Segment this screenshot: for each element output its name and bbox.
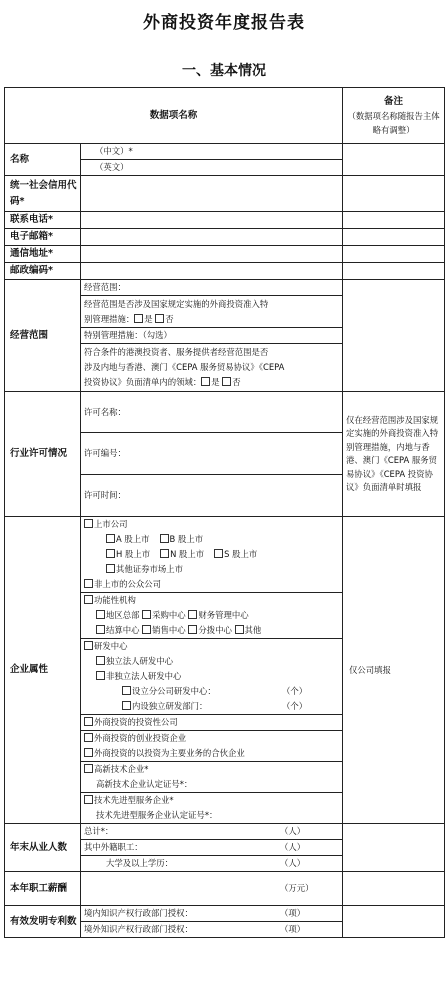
patent-foreign-unit: （项） xyxy=(280,924,306,934)
scope-special-no-checkbox[interactable] xyxy=(155,314,164,323)
attr-investment-block xyxy=(81,715,343,731)
email-field[interactable] xyxy=(81,229,343,246)
patents-label: 有效发明专利数 xyxy=(5,906,81,938)
advanced-service-label: 技术先进型服务企业* xyxy=(94,795,174,805)
n-share-label: N 股上市 xyxy=(170,549,205,559)
unlisted-checkbox[interactable] xyxy=(84,579,93,588)
staff-total-field[interactable] xyxy=(81,824,343,840)
name-note xyxy=(343,144,445,176)
license-row-1 xyxy=(5,392,445,433)
staff-college-field[interactable] xyxy=(81,856,343,872)
name-en-field[interactable]: （英文） xyxy=(81,160,343,176)
phone-note xyxy=(343,212,445,229)
functional-label: 功能性机构 xyxy=(94,595,136,605)
license-time-field[interactable]: 许可时间： xyxy=(81,475,343,517)
sales-checkbox[interactable] xyxy=(142,625,151,634)
postcode-note xyxy=(343,263,445,280)
credit-code-field[interactable] xyxy=(81,176,343,212)
email-note xyxy=(343,229,445,246)
rd-branch-unit: （个） xyxy=(282,686,308,696)
yes-label: 是 xyxy=(211,377,220,387)
item-column-header: 数据项名称 xyxy=(5,88,343,144)
salary-field[interactable] xyxy=(81,872,343,906)
no-label: 否 xyxy=(165,313,174,324)
listed-checkbox[interactable] xyxy=(84,519,93,528)
h-share-checkbox[interactable] xyxy=(106,549,115,558)
advanced-service-cert-field[interactable]: 技术先进型服务企业认定证号*： xyxy=(96,810,218,820)
address-field[interactable] xyxy=(81,246,343,263)
attr-row-listed xyxy=(5,517,445,593)
n-share-checkbox[interactable] xyxy=(160,549,169,558)
scope-special-text: 经营范围是否涉及国家规定实施的外商投资准入特 xyxy=(84,298,269,309)
name-row-cn xyxy=(5,144,445,160)
regional-hq-label: 地区总部 xyxy=(106,610,140,620)
purchasing-checkbox[interactable] xyxy=(142,610,151,619)
name-label: 名称 xyxy=(5,144,81,176)
salary-row xyxy=(5,872,445,906)
patents-note xyxy=(343,906,445,938)
patent-domestic-unit: （项） xyxy=(280,908,306,918)
functional-checkbox[interactable] xyxy=(84,595,93,604)
sales-label: 销售中心 xyxy=(152,625,186,635)
partnership-checkbox[interactable] xyxy=(84,748,93,757)
license-number-field[interactable]: 许可编号： xyxy=(81,433,343,475)
settlement-label: 结算中心 xyxy=(106,625,140,635)
hitech-checkbox[interactable] xyxy=(84,764,93,773)
distribution-checkbox[interactable] xyxy=(188,625,197,634)
purchasing-label: 采购中心 xyxy=(152,610,186,620)
address-row xyxy=(5,246,445,263)
header-row xyxy=(5,88,445,144)
document-title: 外商投资年度报告表 xyxy=(143,13,305,33)
credit-code-row xyxy=(5,176,445,212)
unlisted-label: 非上市的公众公司 xyxy=(94,579,161,589)
scope-row-1 xyxy=(5,280,445,296)
note-column-header xyxy=(343,88,445,144)
license-label: 行业许可情况 xyxy=(5,392,81,517)
rd-internal-label: 内设独立研发部门： xyxy=(132,701,208,711)
credit-code-note xyxy=(343,176,445,212)
distribution-label: 分拨中心 xyxy=(198,625,232,635)
attr-rd-block xyxy=(81,639,343,715)
staff-foreign-unit: （人） xyxy=(280,842,306,852)
rd-branch-label: 设立分公司研发中心： xyxy=(132,686,216,696)
license-note: 仅在经营范围涉及国家规定实施的外商投资准入特别管理措施，内地与香港、澳门《CEPA 服务贸易协议》《CEPA 投资协议》负面清单时填报 xyxy=(343,392,445,517)
other-market-label: 其他证券市场上市 xyxy=(116,564,183,574)
email-label: 电子邮箱* xyxy=(5,229,81,246)
phone-field[interactable] xyxy=(81,212,343,229)
attr-hitech-block xyxy=(81,762,343,793)
yes-label: 是 xyxy=(144,313,153,324)
settlement-checkbox[interactable] xyxy=(96,625,105,634)
note-header-title: 备注 xyxy=(384,96,404,107)
staff-college-unit: （人） xyxy=(280,858,306,868)
rd-internal-checkbox[interactable] xyxy=(122,701,131,710)
partnership-label: 外商投资的以投资为主要业务的合伙企业 xyxy=(94,748,245,758)
others-label: 其他 xyxy=(244,625,262,635)
finance-label: 财务管理中心 xyxy=(198,610,249,620)
venture-label: 外商投资的创业投资企业 xyxy=(94,733,187,743)
patent-domestic-field[interactable] xyxy=(81,906,343,922)
s-share-checkbox[interactable] xyxy=(214,549,223,558)
scope-label: 经营范围 xyxy=(5,280,81,392)
attr-listed-block xyxy=(81,517,343,593)
address-note xyxy=(343,246,445,263)
attr-advanced-block xyxy=(81,793,343,824)
postcode-field[interactable] xyxy=(81,263,343,280)
staff-note xyxy=(343,824,445,872)
scope-cepa xyxy=(81,344,343,392)
hitech-label: 高新技术企业* xyxy=(94,764,149,774)
scope-special-text-2: 别管理措施： xyxy=(84,313,135,324)
cepa-text-1: 符合条件的港澳投资者、服务提供者经营范围是否 xyxy=(84,347,269,357)
rd-non-independent-checkbox[interactable] xyxy=(96,671,105,680)
salary-note xyxy=(343,872,445,906)
s-share-label: S 股上市 xyxy=(224,549,258,559)
note-header-subtitle: （数据项名称随报告主体略有调整） xyxy=(347,111,440,135)
attr-venture-block xyxy=(81,731,343,762)
salary-label: 本年职工薪酬 xyxy=(5,872,81,906)
staff-college-label: 大学及以上学历： xyxy=(106,858,173,868)
staff-foreign-label: 其中外籍职工： xyxy=(84,842,143,852)
license-name-field[interactable]: 许可名称： xyxy=(81,392,343,433)
special-measures-select[interactable]: 特别管理措施：（勾选） xyxy=(81,328,343,344)
report-table xyxy=(4,87,445,938)
h-share-label: H 股上市 xyxy=(116,549,151,559)
rd-branch-checkbox[interactable] xyxy=(122,686,131,695)
scope-note xyxy=(343,280,445,392)
scope-field[interactable]: 经营范围： xyxy=(81,280,343,296)
investment-co-label: 外商投资的投资性公司 xyxy=(94,717,178,727)
patent-foreign-field[interactable] xyxy=(81,922,343,938)
hitech-cert-field[interactable]: 高新技术企业认定证号*： xyxy=(96,779,193,789)
phone-label: 联系电话* xyxy=(5,212,81,229)
rd-label: 研发中心 xyxy=(94,641,128,651)
a-share-checkbox[interactable] xyxy=(106,534,115,543)
a-share-label: A 股上市 xyxy=(116,534,150,544)
scope-special-measures xyxy=(81,296,343,328)
cepa-text-2: 涉及内地与香港、澳门《CEPA 服务贸易协议》《CEPA xyxy=(84,362,285,372)
name-cn-field[interactable]: （中文）* xyxy=(81,144,343,160)
cepa-text-3: 投资协议》负面清单内的领域： xyxy=(84,377,202,387)
staff-row-total xyxy=(5,824,445,840)
credit-code-label: 统一社会信用代码* xyxy=(5,176,81,212)
patent-row-domestic xyxy=(5,906,445,922)
patent-domestic-label: 境内知识产权行政部门授权： xyxy=(84,908,193,918)
section-title: 一、基本情况 xyxy=(182,63,266,79)
patent-foreign-label: 境外知识产权行政部门授权： xyxy=(84,924,193,934)
rd-internal-unit: （个） xyxy=(282,701,308,711)
scope-special-yes-checkbox[interactable] xyxy=(134,314,143,323)
staff-label: 年末从业人数 xyxy=(5,824,81,872)
cepa-yes-checkbox[interactable] xyxy=(201,377,210,386)
attr-functional-block xyxy=(81,593,343,639)
postcode-label: 邮政编码* xyxy=(5,263,81,280)
postcode-row xyxy=(5,263,445,280)
listed-label: 上市公司 xyxy=(94,519,128,529)
phone-row xyxy=(5,212,445,229)
staff-total-label: 总计*： xyxy=(84,826,114,836)
staff-foreign-field[interactable] xyxy=(81,840,343,856)
regional-hq-checkbox[interactable] xyxy=(96,610,105,619)
email-row xyxy=(5,229,445,246)
finance-checkbox[interactable] xyxy=(188,610,197,619)
others-checkbox[interactable] xyxy=(235,625,244,634)
other-market-checkbox[interactable] xyxy=(106,564,115,573)
rd-checkbox[interactable] xyxy=(84,641,93,650)
salary-unit: （万元） xyxy=(280,883,314,893)
rd-independent-checkbox[interactable] xyxy=(96,656,105,665)
b-share-label: B 股上市 xyxy=(169,534,204,544)
b-share-checkbox[interactable] xyxy=(160,534,169,543)
rd-independent-label: 独立法人研发中心 xyxy=(106,656,173,666)
address-label: 通信地址* xyxy=(5,246,81,263)
cepa-no-checkbox[interactable] xyxy=(222,377,231,386)
attr-note: 仅公司填报 xyxy=(343,517,445,824)
venture-checkbox[interactable] xyxy=(84,733,93,742)
attr-label: 企业属性 xyxy=(5,517,81,824)
no-label: 否 xyxy=(232,377,241,387)
investment-co-checkbox[interactable] xyxy=(84,717,93,726)
advanced-service-checkbox[interactable] xyxy=(84,795,93,804)
rd-non-independent-label: 非独立法人研发中心 xyxy=(106,671,182,681)
staff-total-unit: （人） xyxy=(280,826,306,836)
